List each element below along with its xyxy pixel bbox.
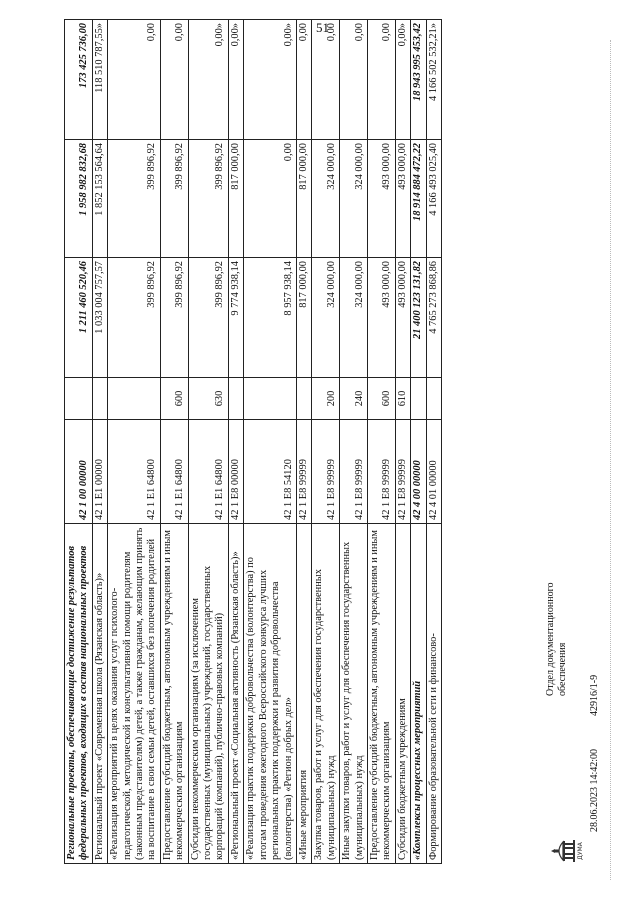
row-name-cell: «Региональный проект «Социальная активность (Рязанская область)» xyxy=(228,524,243,864)
row-value-2024-cell: 0,00 xyxy=(244,140,297,258)
table-row xyxy=(108,20,161,864)
duma-logo-icon xyxy=(549,836,583,866)
row-name-cell: Субсидии бюджетным учреждениям xyxy=(395,524,410,864)
footer-office-name: Отдел документационного обеспечения xyxy=(545,582,568,696)
row-value-2025-cell: 0,00» xyxy=(228,20,243,140)
row-name-cell: Предоставление субсидий бюджетным, автономным учреждениям и иным некоммерческим организациям xyxy=(367,524,395,864)
row-value-2023-cell: 399 896,92 xyxy=(108,258,161,378)
table-row xyxy=(65,20,93,864)
row-vr-cell: 630 xyxy=(188,378,228,420)
row-value-2024-cell: 399 896,92 xyxy=(108,140,161,258)
row-value-2023-cell: 493 000,00 xyxy=(395,258,410,378)
row-value-2023-cell: 9 774 938,14 xyxy=(228,258,243,378)
row-vr-cell xyxy=(411,378,426,420)
row-value-2024-cell: 18 914 884 472,22 xyxy=(411,140,426,258)
row-value-2023-cell: 399 896,92 xyxy=(160,258,188,378)
row-vr-cell xyxy=(244,378,297,420)
row-vr-cell: 600 xyxy=(367,378,395,420)
rotated-table-wrapper xyxy=(64,20,620,864)
row-vr-cell xyxy=(92,378,107,420)
row-name-cell: Формирование образовательной сети и финансово- xyxy=(426,524,441,864)
row-value-2025-cell: 173 425 736,00 xyxy=(65,20,93,140)
row-value-2023-cell: 324 000,00 xyxy=(312,258,340,378)
row-value-2023-cell: 21 400 123 131,82 xyxy=(411,258,426,378)
row-value-2023-cell: 8 957 938,14 xyxy=(244,258,297,378)
row-value-2023-cell: 817 000,00 xyxy=(296,258,311,378)
page-number: 51 xyxy=(316,20,329,35)
row-code-cell: 42 1 E8 00000 xyxy=(228,420,243,524)
row-code-cell: 42 1 E8 99999 xyxy=(312,420,340,524)
row-name-cell: «Комплексы процессных мероприятий xyxy=(411,524,426,864)
row-value-2024-cell: 493 000,00 xyxy=(395,140,410,258)
budget-table xyxy=(64,19,442,864)
row-vr-cell: 600 xyxy=(160,378,188,420)
row-value-2025-cell: 4 166 502 532,21» xyxy=(426,20,441,140)
row-value-2024-cell: 817 000,00 xyxy=(228,140,243,258)
table-row xyxy=(426,20,441,864)
row-vr-cell: 610 xyxy=(395,378,410,420)
row-code-cell: 42 1 E1 64800 xyxy=(108,420,161,524)
row-value-2023-cell: 324 000,00 xyxy=(340,258,368,378)
row-value-2023-cell: 1 211 460 520,46 xyxy=(65,258,93,378)
table-row xyxy=(367,20,395,864)
row-code-cell: 42 1 E8 99999 xyxy=(367,420,395,524)
row-value-2025-cell: 0,00 xyxy=(108,20,161,140)
row-name-cell: Субсидии некоммерческим организациям (за исключением государственных (муниципальных) учреждений, государственных корпораций (компаний), публично-правовых компаний) xyxy=(188,524,228,864)
row-vr-cell xyxy=(228,378,243,420)
footer-timestamp: 28.06.2023 14:42:00 xyxy=(589,748,600,832)
row-value-2025-cell: 0,00 xyxy=(296,20,311,140)
row-name-cell: «Реализация мероприятий в целях оказания услуг психолого-педагогической, методической и консультативной помощи родителям (законным представителям) детей, а также гражданам, желающим принять на воспитание в свои семьи детей, оставшихся без попечения родителей xyxy=(108,524,161,864)
row-code-cell: 42 4 01 00000 xyxy=(426,420,441,524)
row-vr-cell xyxy=(65,378,93,420)
row-value-2023-cell: 4 765 273 868,86 xyxy=(426,258,441,378)
row-value-2025-cell: 0,00 xyxy=(340,20,368,140)
table-row xyxy=(340,20,368,864)
row-value-2025-cell: 0,00» xyxy=(188,20,228,140)
row-value-2025-cell: 18 943 995 453,42 xyxy=(411,20,426,140)
row-name-cell: «Реализация практик поддержки добровольчества (волонтерства) по итогам проведения ежегодного Всероссийского конкурса лучших региональных практик поддержки и развития добровольчества (волонтерства) «Регион добрых дел» xyxy=(244,524,297,864)
row-code-cell: 42 1 00 00000 xyxy=(65,420,93,524)
row-value-2025-cell: 0,00 xyxy=(160,20,188,140)
logo-caption: ДУМА xyxy=(577,842,584,860)
row-code-cell: 42 1 E8 99999 xyxy=(296,420,311,524)
row-name-cell: Предоставление субсидий бюджетным, автономным учреждениям и иным некоммерческим организациям xyxy=(160,524,188,864)
row-value-2025-cell: 0,00» xyxy=(395,20,410,140)
row-name-cell: «Иные мероприятия xyxy=(296,524,311,864)
row-name-cell: Иные закупки товаров, работ и услуг для обеспечения государственных (муниципальных) нужд xyxy=(340,524,368,864)
row-name-cell: Закупка товаров, работ и услуг для обеспечения государственных (муниципальных) нужд xyxy=(312,524,340,864)
row-value-2024-cell: 4 166 493 025,40 xyxy=(426,140,441,258)
row-code-cell: 42 1 E8 54120 xyxy=(244,420,297,524)
table-row xyxy=(188,20,228,864)
row-value-2023-cell: 399 896,92 xyxy=(188,258,228,378)
row-code-cell: 42 1 E1 64800 xyxy=(160,420,188,524)
row-code-cell: 42 1 E1 00000 xyxy=(92,420,107,524)
row-value-2024-cell: 817 000,00 xyxy=(296,140,311,258)
row-vr-cell xyxy=(108,378,161,420)
row-value-2024-cell: 1 958 982 832,68 xyxy=(65,140,93,258)
row-code-cell: 42 1 E8 99999 xyxy=(340,420,368,524)
row-value-2024-cell: 493 000,00 xyxy=(367,140,395,258)
row-code-cell: 42 1 E1 64800 xyxy=(188,420,228,524)
table-row xyxy=(228,20,243,864)
row-vr-cell: 240 xyxy=(340,378,368,420)
table-row xyxy=(160,20,188,864)
row-value-2024-cell: 399 896,92 xyxy=(188,140,228,258)
row-value-2025-cell: 0,00» xyxy=(244,20,297,140)
row-value-2024-cell: 1 852 153 564,64 xyxy=(92,140,107,258)
table-row xyxy=(312,20,340,864)
document-footer xyxy=(543,526,623,866)
row-value-2024-cell: 324 000,00 xyxy=(312,140,340,258)
table-row xyxy=(296,20,311,864)
table-row xyxy=(244,20,297,864)
row-value-2025-cell: 0,00 xyxy=(367,20,395,140)
row-code-cell: 42 4 00 00000 xyxy=(411,420,426,524)
row-value-2024-cell: 324 000,00 xyxy=(340,140,368,258)
row-value-2024-cell: 399 896,92 xyxy=(160,140,188,258)
row-value-2025-cell: 118 510 787,55» xyxy=(92,20,107,140)
row-name-cell: Региональный проект «Современная школа (Рязанская область)» xyxy=(92,524,107,864)
row-vr-cell xyxy=(426,378,441,420)
row-value-2025-cell: 0,00 xyxy=(312,20,340,140)
row-value-2023-cell: 1 033 004 757,57 xyxy=(92,258,107,378)
row-vr-cell: 200 xyxy=(312,378,340,420)
row-code-cell: 42 1 E8 99999 xyxy=(395,420,410,524)
row-name-cell: Региональные проекты, обеспечивающие достижение результатов федеральных проектов, входящих в состав национальных проектов xyxy=(65,524,93,864)
table-row xyxy=(395,20,410,864)
row-vr-cell xyxy=(296,378,311,420)
footer-document-id: 42916/1-9 xyxy=(589,674,600,716)
budget-table-body xyxy=(65,20,442,864)
row-value-2023-cell: 493 000,00 xyxy=(367,258,395,378)
table-row xyxy=(411,20,426,864)
table-row xyxy=(92,20,107,864)
